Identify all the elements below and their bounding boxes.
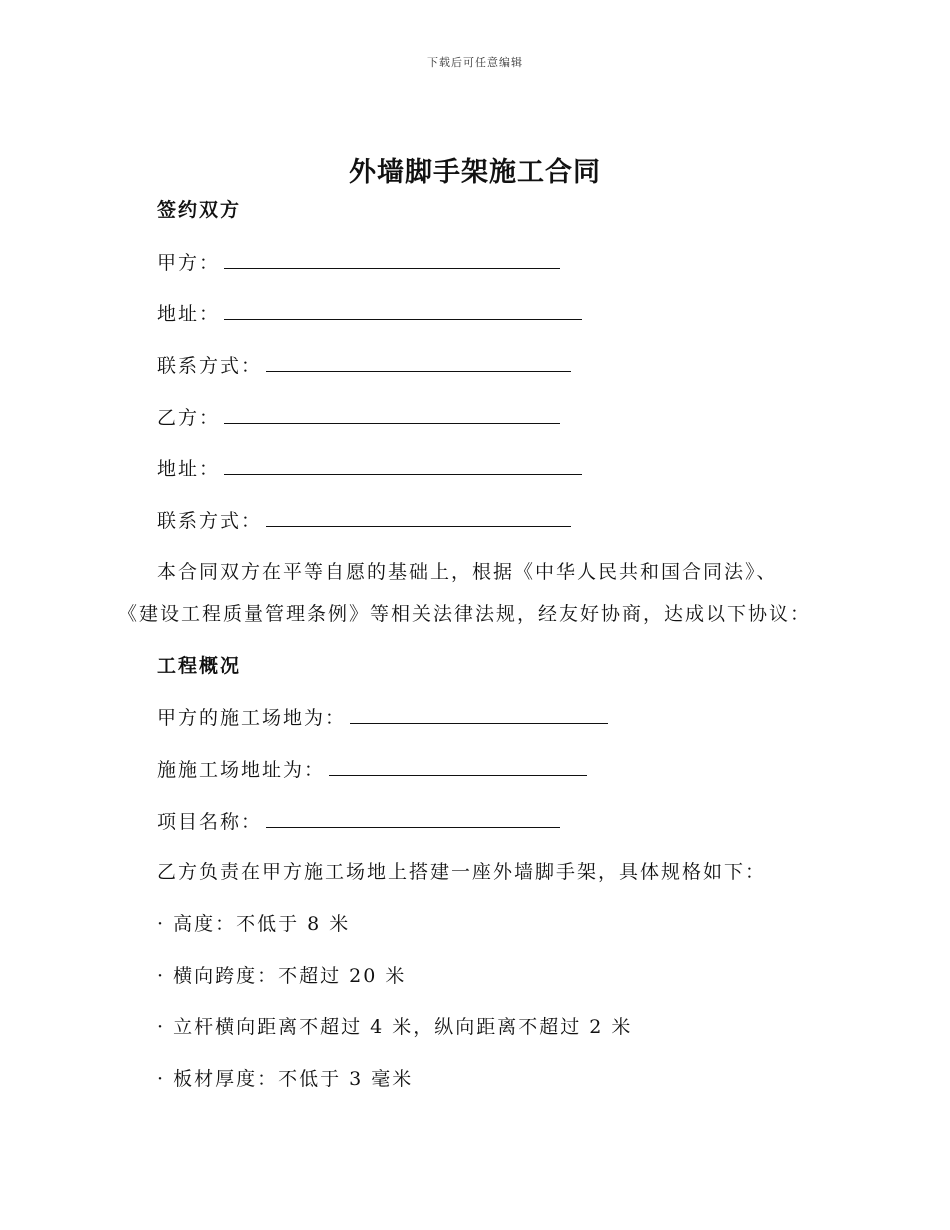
party-b-label: 乙方：	[157, 407, 221, 429]
party-a-address-field	[157, 300, 582, 327]
section-heading-project: 工程概况	[157, 655, 242, 677]
party-b-contact-label: 联系方式：	[157, 510, 263, 532]
site-address-field	[157, 756, 587, 783]
intro-paragraph-line-1: 本合同双方在平等自愿的基础上，根据《中华人民共和国合同法》、	[157, 561, 778, 583]
spec-item-pole-spacing: · 立杆横向距离不超过 4 米，纵向距离不超过 2 米	[157, 1016, 633, 1038]
party-b-contact-blank-line	[266, 507, 571, 527]
party-b-address-field	[157, 455, 582, 482]
site-blank-line	[350, 704, 608, 724]
party-b-address-blank-line	[224, 455, 582, 475]
party-a-contact-label: 联系方式：	[157, 355, 263, 377]
spec-item-height: · 高度：不低于 8 米	[157, 913, 351, 935]
site-address-blank-line	[329, 756, 587, 776]
site-address-label: 施施工场地址为：	[157, 759, 326, 781]
project-name-label: 项目名称：	[157, 811, 263, 833]
party-a-field	[157, 249, 560, 276]
project-name-field	[157, 808, 560, 835]
party-a-contact-blank-line	[266, 352, 571, 372]
site-label: 甲方的施工场地为：	[157, 707, 347, 729]
party-a-label: 甲方：	[157, 252, 221, 274]
intro-paragraph-line-2: 《建设工程质量管理条例》等相关法律法规，经友好协商，达成以下协议：	[118, 603, 812, 625]
party-b-address-label: 地址：	[157, 458, 221, 480]
project-name-blank-line	[266, 808, 560, 828]
spec-item-span: · 横向跨度：不超过 20 米	[157, 965, 407, 987]
document-title: 外墙脚手架施工合同	[349, 157, 601, 188]
page-header-note: 下载后可任意编辑	[427, 56, 523, 69]
party-b-contact-field	[157, 507, 571, 534]
party-a-address-label: 地址：	[157, 303, 221, 325]
scope-paragraph: 乙方负责在甲方施工场地上搭建一座外墙脚手架，具体规格如下：	[157, 861, 767, 883]
site-field	[157, 704, 608, 731]
party-a-contact-field	[157, 352, 571, 379]
section-heading-parties: 签约双方	[157, 199, 242, 221]
party-a-address-blank-line	[224, 300, 582, 320]
party-b-blank-line	[224, 404, 560, 424]
spec-item-board-thickness: · 板材厚度：不低于 3 毫米	[157, 1068, 414, 1090]
party-a-blank-line	[224, 249, 560, 269]
party-b-field	[157, 404, 560, 431]
